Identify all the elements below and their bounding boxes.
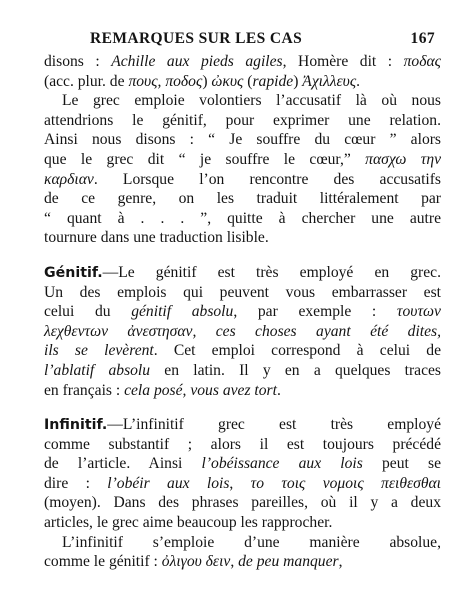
text-run: ( [243, 72, 253, 90]
running-head-title: REMARQUES SUR LES CAS [90, 30, 303, 47]
text-run: Ainsi nous disons : “ Je souffre du cœur ” alors [44, 131, 441, 149]
paragraph [44, 91, 441, 248]
text-line [44, 454, 441, 474]
text-run: peut se [362, 455, 441, 473]
text-run: , [338, 553, 343, 571]
text-line [44, 302, 441, 322]
italic-text: λεχθεντων ἀνεστησαν, ces choses ayant été dites, [44, 322, 441, 340]
text-run: comme substantif ; alors il est toujours précédé [44, 435, 441, 453]
paragraph [44, 533, 441, 572]
text-line [44, 552, 441, 572]
italic-text: ποδας [403, 53, 441, 70]
text-run: , par exemple : [233, 303, 397, 321]
text-line [44, 130, 441, 150]
text-run: , [229, 474, 251, 492]
text-run: celui du [44, 303, 132, 321]
text-run: —Le génitif est très employé en grec. [102, 263, 441, 281]
text-run: . [276, 381, 281, 399]
text-line [44, 415, 441, 435]
italic-text: rapide [252, 72, 294, 90]
text-run: tournure dans une traduction lisible. [44, 229, 269, 247]
text-line [44, 493, 441, 513]
text-line [44, 474, 441, 494]
italic-text: cela posé, vous avez tort [124, 381, 277, 399]
text-run: Le grec emploie volontiers l’accusatif là où nous [62, 92, 441, 110]
text-run: Un des emplois qui peuvent vous embarrasser est [44, 283, 441, 301]
text-run: . Cet emploi correspond à celui de [153, 342, 441, 360]
text-run: dire : [44, 474, 108, 492]
paragraph-gap [44, 248, 441, 263]
text-run: en français : [44, 381, 125, 399]
text-run: (moyen). Dans des phrases pareilles, où il y a deux [44, 494, 441, 512]
text-run: de l’article. Ainsi [44, 455, 202, 473]
text-line [44, 189, 441, 209]
italic-text: ils se levèrent [44, 342, 154, 360]
text-line [44, 209, 441, 229]
text-run: disons : [44, 53, 112, 70]
running-head [44, 26, 441, 52]
italic-text: de peu manquer [238, 553, 339, 571]
text-line [44, 513, 441, 533]
text-run: comme le génitif : [44, 553, 162, 571]
italic-text: πους, ποδος [128, 72, 203, 90]
text-run: (acc. plur. de [44, 72, 129, 90]
italic-text: καρδιαν [44, 170, 94, 188]
text-line [44, 91, 441, 111]
paragraph-gap [44, 400, 441, 415]
paragraph [44, 263, 441, 400]
text-run: , Homère dit : [282, 53, 404, 70]
italic-text: l’ablatif absolu [44, 361, 151, 379]
text-line [44, 150, 441, 170]
text-run: en latin. Il y en a quelques traces [150, 361, 442, 379]
italic-text: l’obéissance aux lois [201, 455, 363, 473]
text-line [44, 228, 441, 248]
text-run: que le grec dit “ je souffre le cœur,” [44, 150, 366, 168]
body-text [44, 52, 441, 572]
italic-text: τουτων [396, 303, 441, 321]
italic-text: το τοις νομοις πειθεσθαι [250, 474, 442, 492]
italic-text: ὠκυς [211, 72, 244, 90]
text-run: . Lorsque l’on rencontre des accusatifs [93, 170, 441, 188]
paragraph [44, 52, 441, 91]
paragraph [44, 415, 441, 533]
text-line [44, 435, 441, 455]
text-line [44, 263, 441, 283]
italic-text: génitif absolu [131, 303, 234, 321]
text-line [44, 283, 441, 303]
italic-text: πασχω την [365, 150, 442, 168]
text-run: ) [202, 72, 212, 90]
text-run: articles, le grec aime beaucoup les rapprocher. [44, 514, 333, 532]
text-run: attendrions le génitif, pour exprimer une relation. [44, 111, 441, 129]
italic-text: ὀλιγου δειν [161, 553, 231, 571]
section-heading: Infinitif. [44, 417, 108, 434]
text-line [44, 52, 441, 72]
italic-text: l’obéir aux lois [107, 474, 230, 492]
text-run: , [230, 553, 239, 571]
italic-text: Achille aux pieds agiles [111, 53, 283, 70]
text-run: ) [293, 72, 303, 90]
text-line [44, 170, 441, 190]
text-line [44, 533, 441, 553]
text-line [44, 341, 441, 361]
italic-text: Ἀχιλλευς [302, 72, 357, 90]
text-line [44, 361, 441, 381]
text-run: . [356, 72, 361, 90]
text-line [44, 322, 441, 342]
text-line [44, 381, 441, 401]
text-line [44, 111, 441, 131]
text-run: L’infinitif s’emploie d’une manière absolue, [62, 533, 441, 551]
text-line [44, 72, 441, 92]
text-run: “ quant à . . . ”, quitte à chercher une autre [44, 209, 441, 227]
page-number: 167 [410, 30, 435, 47]
text-run: —L’infinitif grec est très employé [107, 416, 441, 434]
section-heading: Génitif. [44, 264, 103, 281]
text-run: de ce genre, on les traduit littéralement par [44, 190, 441, 208]
